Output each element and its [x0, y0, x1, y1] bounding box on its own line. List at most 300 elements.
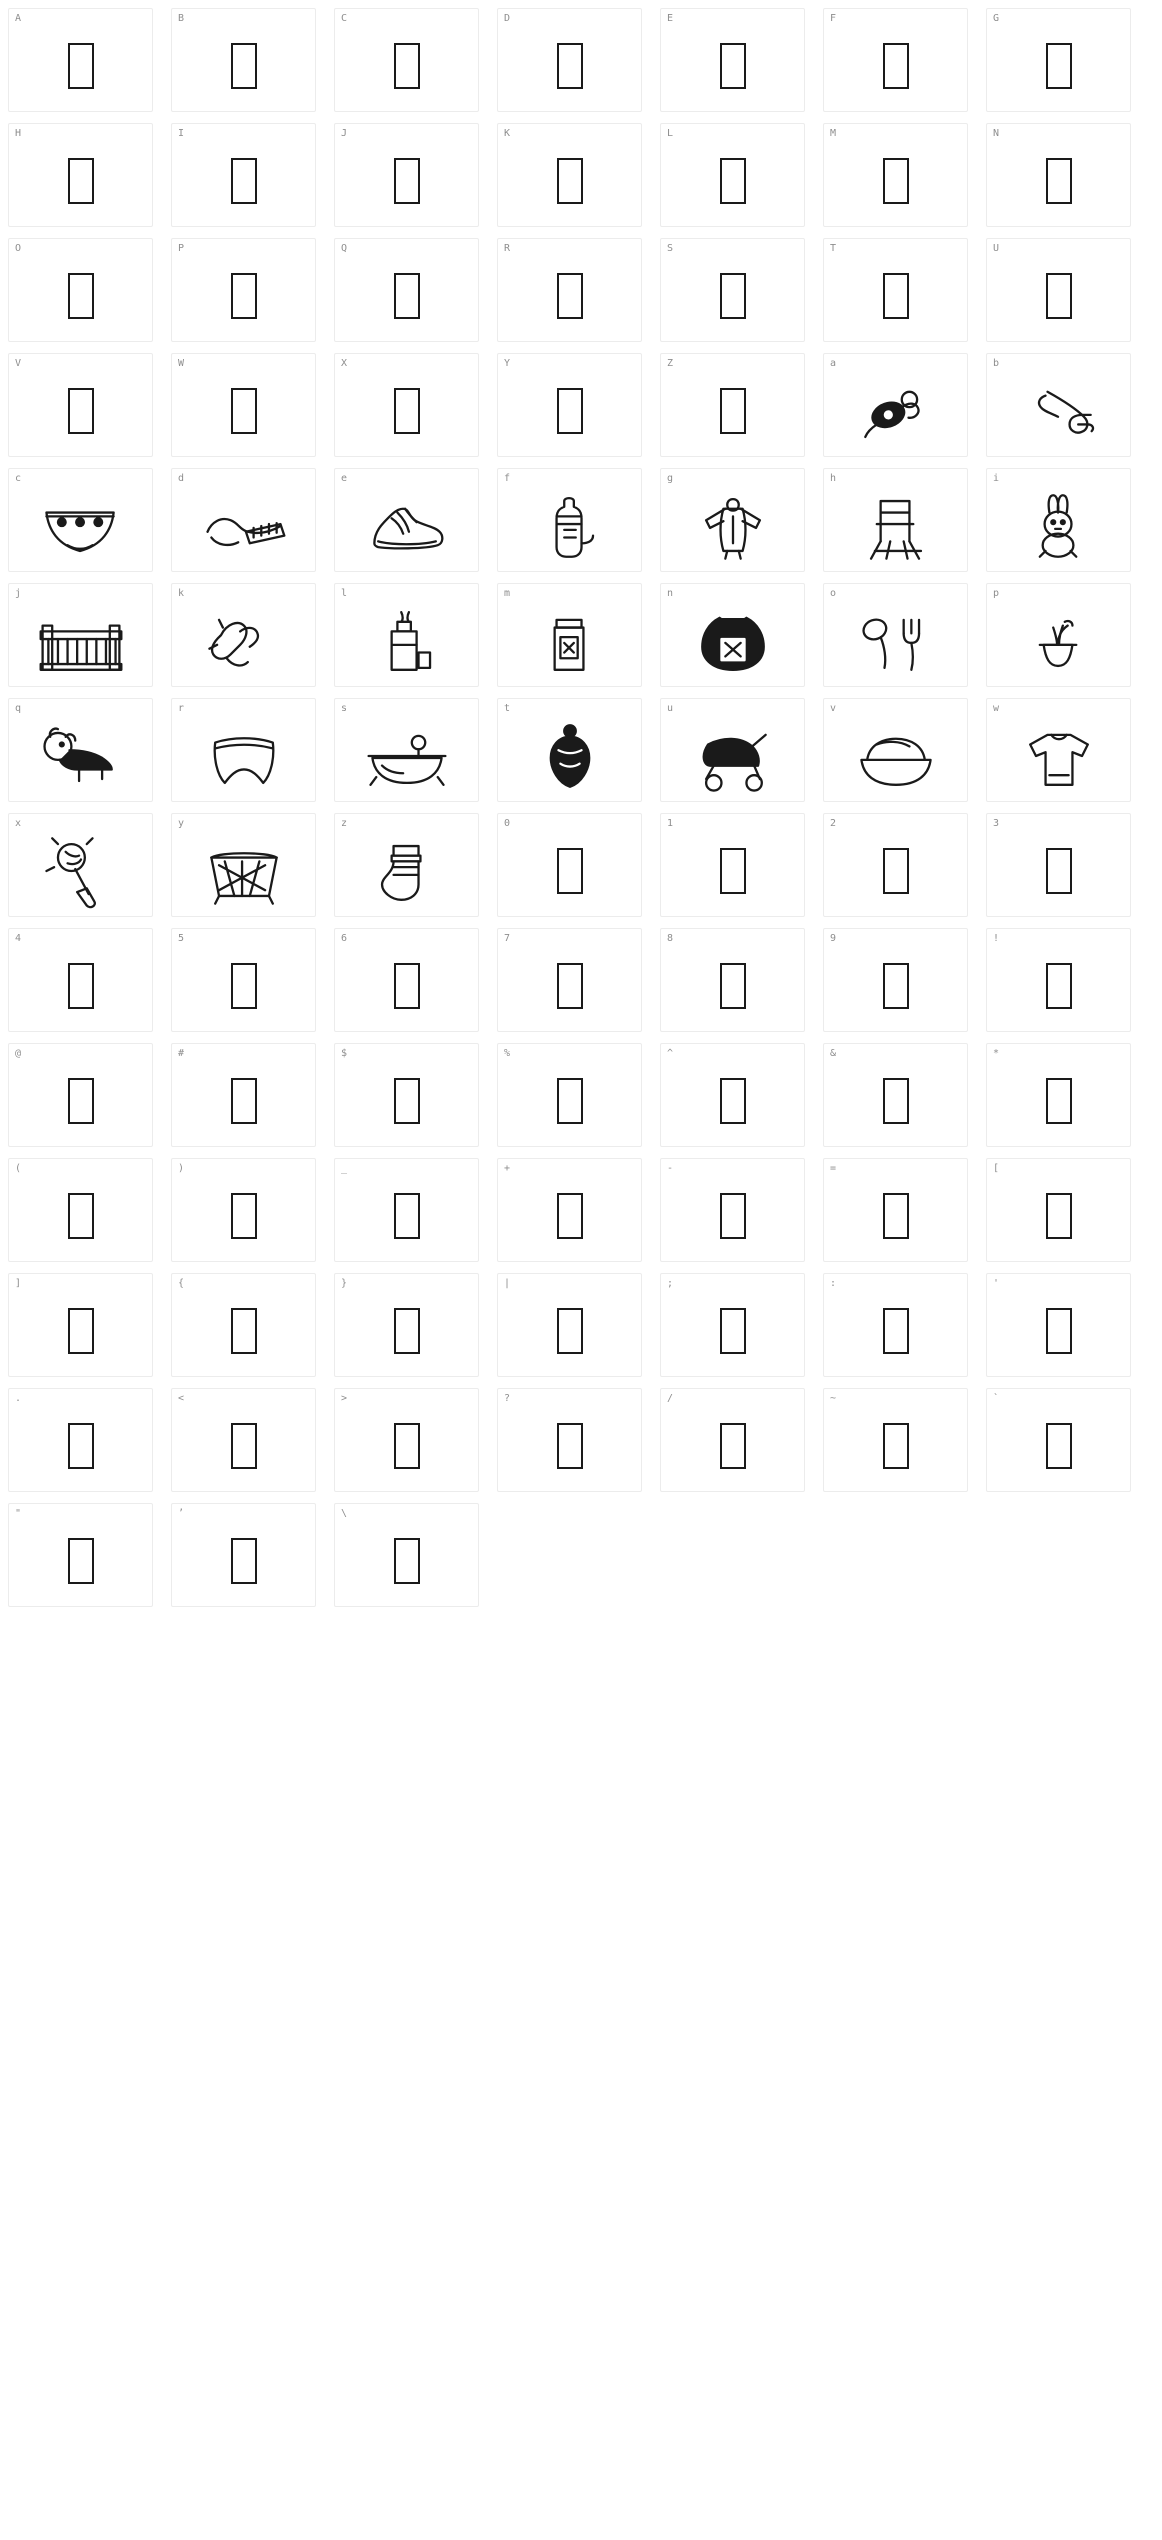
glyph-cell[interactable]: [497, 928, 642, 1032]
bassinet-icon: [848, 716, 944, 796]
glyph-cell[interactable]: [823, 583, 968, 687]
glyph-cell[interactable]: [8, 1273, 153, 1377]
missing-glyph-box-icon: [557, 43, 583, 89]
glyph-cell[interactable]: [497, 353, 642, 457]
missing-glyph-box-icon: [68, 963, 94, 1009]
missing-glyph-box-icon: [68, 1193, 94, 1239]
glyph-char-label: d: [178, 473, 185, 484]
missing-glyph-box-icon: [394, 1308, 420, 1354]
glyph-cell[interactable]: [171, 813, 316, 917]
glyph-cell[interactable]: [823, 813, 968, 917]
glyph-cell[interactable]: [171, 468, 316, 572]
glyph-preview: [9, 368, 152, 454]
glyph-preview: [335, 483, 478, 569]
glyph-cell[interactable]: [660, 8, 805, 112]
bunny-toy-icon: [1011, 486, 1107, 566]
glyph-cell[interactable]: [660, 123, 805, 227]
glyph-cell[interactable]: [823, 468, 968, 572]
glyph-cell[interactable]: [986, 1158, 1131, 1262]
glyph-char-label: ’: [178, 1508, 185, 1519]
glyph-cell[interactable]: [334, 1158, 479, 1262]
glyph-preview: [172, 1173, 315, 1259]
missing-glyph-box-icon: [1046, 43, 1072, 89]
glyph-preview: [498, 1288, 641, 1374]
baby-mittens-icon: [196, 601, 292, 681]
glyph-cell[interactable]: [8, 813, 153, 917]
glyph-char-label: O: [15, 243, 22, 254]
glyph-char-label: 1: [667, 818, 674, 829]
glyph-cell[interactable]: [171, 583, 316, 687]
pacifier-icon: [848, 371, 944, 451]
glyph-char-label: a: [830, 358, 837, 369]
glyph-cell[interactable]: [497, 1388, 642, 1492]
glyph-preview: [172, 943, 315, 1029]
glyph-cell[interactable]: [334, 353, 479, 457]
glyph-cell[interactable]: [334, 1043, 479, 1147]
baby-powder-lotion-icon: [359, 601, 455, 681]
glyph-char-label: ]: [15, 1278, 22, 1289]
glyph-char-label: ^: [667, 1048, 674, 1059]
missing-glyph-box-icon: [231, 1538, 257, 1584]
glyph-cell[interactable]: [660, 468, 805, 572]
glyph-preview: [661, 1403, 804, 1489]
glyph-char-label: 9: [830, 933, 837, 944]
glyph-preview: [9, 23, 152, 109]
stroller-icon: [685, 716, 781, 796]
glyph-char-label: R: [504, 243, 511, 254]
glyph-preview: [824, 1288, 967, 1374]
glyph-char-label: e: [341, 473, 348, 484]
glyph-preview: [9, 828, 152, 914]
glyph-cell[interactable]: [171, 123, 316, 227]
glyph-preview: [661, 483, 804, 569]
glyph-char-label: D: [504, 13, 511, 24]
glyph-char-label: \: [341, 1508, 348, 1519]
glyph-cell[interactable]: [8, 353, 153, 457]
glyph-cell[interactable]: [8, 123, 153, 227]
glyph-preview: [335, 828, 478, 914]
missing-glyph-box-icon: [557, 1193, 583, 1239]
missing-glyph-box-icon: [883, 848, 909, 894]
missing-glyph-box-icon: [1046, 158, 1072, 204]
glyph-cell[interactable]: [8, 1158, 153, 1262]
glyph-char-label: *: [993, 1048, 1000, 1059]
glyph-char-label: t: [504, 703, 511, 714]
glyph-cell[interactable]: [497, 1273, 642, 1377]
glyph-preview: [335, 23, 478, 109]
glyph-cell[interactable]: [497, 813, 642, 917]
glyph-cell[interactable]: [660, 1158, 805, 1262]
glyph-cell[interactable]: [497, 1043, 642, 1147]
glyph-cell[interactable]: [823, 1158, 968, 1262]
glyph-cell[interactable]: [497, 238, 642, 342]
glyph-char-label: [: [993, 1163, 1000, 1174]
glyph-cell[interactable]: [660, 238, 805, 342]
glyph-preview: [661, 1173, 804, 1259]
missing-glyph-box-icon: [720, 1193, 746, 1239]
missing-glyph-box-icon: [557, 1423, 583, 1469]
glyph-cell[interactable]: [823, 928, 968, 1032]
glyph-preview: [9, 1403, 152, 1489]
glyph-cell[interactable]: [171, 1503, 316, 1607]
glyph-preview: [661, 23, 804, 109]
glyph-cell[interactable]: [986, 928, 1131, 1032]
glyph-preview: [335, 1058, 478, 1144]
glyph-cell[interactable]: [8, 8, 153, 112]
glyph-cell[interactable]: [8, 928, 153, 1032]
glyph-cell[interactable]: [497, 123, 642, 227]
glyph-cell[interactable]: [497, 583, 642, 687]
missing-glyph-box-icon: [557, 158, 583, 204]
missing-glyph-box-icon: [394, 388, 420, 434]
glyph-preview: [824, 598, 967, 684]
glyph-cell[interactable]: [334, 1503, 479, 1607]
glyph-char-label: =: [830, 1163, 837, 1174]
glyph-cell[interactable]: [660, 583, 805, 687]
safety-pin-icon: [1011, 371, 1107, 451]
glyph-char-label: N: [993, 128, 1000, 139]
glyph-cell[interactable]: [986, 238, 1131, 342]
glyph-char-label: z: [341, 818, 348, 829]
glyph-cell[interactable]: [8, 698, 153, 802]
glyph-char-label: p: [993, 588, 1000, 599]
glyph-char-label: x: [15, 818, 22, 829]
glyph-cell[interactable]: [334, 1388, 479, 1492]
glyph-cell[interactable]: [660, 353, 805, 457]
glyph-cell[interactable]: [986, 1388, 1131, 1492]
glyph-char-label: j: [15, 588, 22, 599]
missing-glyph-box-icon: [720, 1308, 746, 1354]
glyph-cell[interactable]: [660, 928, 805, 1032]
glyph-char-label: f: [504, 473, 511, 484]
missing-glyph-box-icon: [68, 1538, 94, 1584]
glyph-preview: [824, 368, 967, 454]
glyph-char-label: M: [830, 128, 837, 139]
glyph-cell[interactable]: [823, 353, 968, 457]
glyph-char-label: C: [341, 13, 348, 24]
missing-glyph-box-icon: [883, 1308, 909, 1354]
glyph-char-label: Q: [341, 243, 348, 254]
glyph-cell[interactable]: [171, 353, 316, 457]
glyph-cell[interactable]: [986, 813, 1131, 917]
glyph-preview: [824, 23, 967, 109]
glyph-cell[interactable]: [8, 1043, 153, 1147]
missing-glyph-box-icon: [68, 273, 94, 319]
missing-glyph-box-icon: [394, 1193, 420, 1239]
missing-glyph-box-icon: [557, 848, 583, 894]
glyph-char-label: !: [993, 933, 1000, 944]
glyph-char-label: w: [993, 703, 1000, 714]
glyph-preview: [987, 253, 1130, 339]
missing-glyph-box-icon: [231, 1423, 257, 1469]
baby-spoon-fork-icon: [848, 601, 944, 681]
glyph-preview: [987, 1058, 1130, 1144]
glyph-cell[interactable]: [986, 468, 1131, 572]
glyph-preview: [987, 1288, 1130, 1374]
glyph-char-label: q: [15, 703, 22, 714]
glyph-cell[interactable]: [497, 468, 642, 572]
glyph-char-label: 4: [15, 933, 22, 944]
glyph-char-label: l: [341, 588, 348, 599]
glyph-preview: [9, 253, 152, 339]
glyph-cell[interactable]: [334, 698, 479, 802]
glyph-preview: [172, 23, 315, 109]
glyph-cell[interactable]: [8, 238, 153, 342]
glyph-char-label: A: [15, 13, 22, 24]
glyph-preview: [498, 1403, 641, 1489]
glyph-preview: [987, 598, 1130, 684]
glyph-preview: [824, 943, 967, 1029]
glyph-char-label: ?: [504, 1393, 511, 1404]
glyph-preview: [172, 828, 315, 914]
glyph-cell[interactable]: [660, 698, 805, 802]
glyph-cell[interactable]: [497, 8, 642, 112]
missing-glyph-box-icon: [1046, 1423, 1072, 1469]
missing-glyph-box-icon: [720, 388, 746, 434]
missing-glyph-box-icon: [1046, 848, 1072, 894]
glyph-cell[interactable]: [171, 1273, 316, 1377]
missing-glyph-box-icon: [394, 1078, 420, 1124]
glyph-char-label: o: [830, 588, 837, 599]
glyph-cell[interactable]: [986, 1043, 1131, 1147]
glyph-cell[interactable]: [823, 698, 968, 802]
glyph-cell[interactable]: [497, 698, 642, 802]
glyph-preview: [498, 1173, 641, 1259]
missing-glyph-box-icon: [557, 1308, 583, 1354]
glyph-cell[interactable]: [986, 8, 1131, 112]
glyph-preview: [824, 1173, 967, 1259]
glyph-preview: [824, 1403, 967, 1489]
glyph-preview: [498, 828, 641, 914]
glyph-preview: [335, 253, 478, 339]
glyph-char-label: H: [15, 128, 22, 139]
glyph-preview: [987, 943, 1130, 1029]
missing-glyph-box-icon: [68, 1308, 94, 1354]
glyph-preview: [172, 483, 315, 569]
glyph-char-label: G: [993, 13, 1000, 24]
missing-glyph-box-icon: [883, 1423, 909, 1469]
glyph-cell[interactable]: [823, 123, 968, 227]
bib-icon: [685, 601, 781, 681]
glyph-preview: [661, 1058, 804, 1144]
glyph-cell[interactable]: [334, 1273, 479, 1377]
glyph-preview: [335, 1403, 478, 1489]
glyph-cell[interactable]: [8, 583, 153, 687]
training-pants-icon: [196, 716, 292, 796]
glyph-preview: [9, 943, 152, 1029]
glyph-preview: [498, 598, 641, 684]
glyph-cell[interactable]: [334, 123, 479, 227]
glyph-char-label: h: [830, 473, 837, 484]
glyph-char-label: :: [830, 1278, 837, 1289]
glyph-preview: [498, 1058, 641, 1144]
glyph-preview: [335, 138, 478, 224]
glyph-char-label: 8: [667, 933, 674, 944]
glyph-preview: [824, 483, 967, 569]
missing-glyph-box-icon: [883, 43, 909, 89]
baby-food-jar-icon: [522, 601, 618, 681]
glyph-preview: [172, 138, 315, 224]
missing-glyph-box-icon: [68, 43, 94, 89]
crawling-baby-icon: [33, 716, 129, 796]
glyph-preview: [172, 253, 315, 339]
glyph-cell[interactable]: [823, 1273, 968, 1377]
glyph-cell[interactable]: [986, 1273, 1131, 1377]
glyph-char-label: <: [178, 1393, 185, 1404]
glyph-cell[interactable]: [823, 1043, 968, 1147]
missing-glyph-box-icon: [1046, 273, 1072, 319]
glyph-char-label: U: [993, 243, 1000, 254]
glyph-char-label: n: [667, 588, 674, 599]
glyph-preview: [661, 368, 804, 454]
glyph-preview: [824, 138, 967, 224]
glyph-preview: [987, 23, 1130, 109]
glyph-char-label: u: [667, 703, 674, 714]
glyph-char-label: {: [178, 1278, 185, 1289]
baby-bathtub-icon: [359, 716, 455, 796]
missing-glyph-box-icon: [394, 43, 420, 89]
missing-glyph-box-icon: [394, 1423, 420, 1469]
playpen-basket-icon: [196, 831, 292, 911]
glyph-cell[interactable]: [986, 123, 1131, 227]
glyph-char-label: |: [504, 1278, 511, 1289]
missing-glyph-box-icon: [720, 1423, 746, 1469]
glyph-char-label: Y: [504, 358, 511, 369]
glyph-preview: [172, 1288, 315, 1374]
glyph-char-label: /: [667, 1393, 674, 1404]
glyph-preview: [9, 483, 152, 569]
glyph-preview: [335, 1518, 478, 1604]
glyph-char-label: @: [15, 1048, 22, 1059]
measuring-tape-shoe-icon: [196, 486, 292, 566]
glyph-char-label: 7: [504, 933, 511, 944]
glyph-cell[interactable]: [823, 1388, 968, 1492]
glyph-cell[interactable]: [823, 8, 968, 112]
missing-glyph-box-icon: [883, 1078, 909, 1124]
glyph-preview: [987, 368, 1130, 454]
glyph-cell[interactable]: [660, 813, 805, 917]
glyph-cell[interactable]: [171, 928, 316, 1032]
glyph-preview: [987, 138, 1130, 224]
glyph-cell[interactable]: [334, 928, 479, 1032]
glyph-preview: [661, 943, 804, 1029]
glyph-char-label: %: [504, 1048, 511, 1059]
glyph-cell[interactable]: [171, 8, 316, 112]
glyph-preview: [498, 368, 641, 454]
glyph-grid: [8, 8, 1158, 1607]
missing-glyph-box-icon: [394, 963, 420, 1009]
glyph-char-label: &: [830, 1048, 837, 1059]
glyph-cell[interactable]: [823, 238, 968, 342]
missing-glyph-box-icon: [231, 963, 257, 1009]
missing-glyph-box-icon: [720, 963, 746, 1009]
glyph-cell[interactable]: [660, 1273, 805, 1377]
glyph-char-label: $: [341, 1048, 348, 1059]
glyph-cell[interactable]: [986, 353, 1131, 457]
glyph-char-label: W: [178, 358, 185, 369]
glyph-preview: [9, 1518, 152, 1604]
glyph-preview: [661, 253, 804, 339]
glyph-char-label: }: [341, 1278, 348, 1289]
glyph-preview: [987, 828, 1130, 914]
glyph-char-label: 6: [341, 933, 348, 944]
missing-glyph-box-icon: [68, 158, 94, 204]
glyph-cell[interactable]: [660, 1043, 805, 1147]
glyph-char-label: k: [178, 588, 185, 599]
glyph-cell[interactable]: [171, 238, 316, 342]
glyph-preview: [172, 598, 315, 684]
glyph-char-label: V: [15, 358, 22, 369]
glyph-preview: [661, 713, 804, 799]
glyph-cell[interactable]: [171, 698, 316, 802]
baby-sock-icon: [359, 831, 455, 911]
glyph-preview: [335, 713, 478, 799]
missing-glyph-box-icon: [1046, 1193, 1072, 1239]
glyph-preview: [172, 368, 315, 454]
glyph-preview: [498, 483, 641, 569]
missing-glyph-box-icon: [1046, 1078, 1072, 1124]
glyph-char-label: F: [830, 13, 837, 24]
glyph-cell[interactable]: [497, 1158, 642, 1262]
glyph-cell[interactable]: [334, 813, 479, 917]
glyph-cell[interactable]: [334, 468, 479, 572]
missing-glyph-box-icon: [1046, 1308, 1072, 1354]
glyph-cell[interactable]: [986, 698, 1131, 802]
glyph-char-label: m: [504, 588, 511, 599]
baby-sleeper-onesie-icon: [685, 486, 781, 566]
missing-glyph-box-icon: [557, 273, 583, 319]
glyph-char-label: _: [341, 1163, 348, 1174]
glyph-cell[interactable]: [334, 8, 479, 112]
glyph-char-label: s: [341, 703, 348, 714]
missing-glyph-box-icon: [394, 158, 420, 204]
missing-glyph-box-icon: [394, 1538, 420, 1584]
rattle-cup-icon: [1011, 601, 1107, 681]
glyph-preview: [498, 943, 641, 1029]
glyph-cell[interactable]: [8, 1503, 153, 1607]
glyph-cell[interactable]: [171, 1043, 316, 1147]
glyph-char-label: B: [178, 13, 185, 24]
missing-glyph-box-icon: [883, 1193, 909, 1239]
glyph-char-label: P: [178, 243, 185, 254]
baby-bonnet-icon: [522, 716, 618, 796]
glyph-cell[interactable]: [171, 1388, 316, 1492]
missing-glyph-box-icon: [720, 158, 746, 204]
glyph-cell[interactable]: [8, 1388, 153, 1492]
missing-glyph-box-icon: [68, 388, 94, 434]
glyph-cell[interactable]: [8, 468, 153, 572]
missing-glyph-box-icon: [720, 43, 746, 89]
glyph-preview: [987, 1403, 1130, 1489]
glyph-char-label: J: [341, 128, 348, 139]
glyph-char-label: >: [341, 1393, 348, 1404]
rattle-icon: [33, 831, 129, 911]
glyph-preview: [824, 713, 967, 799]
glyph-cell[interactable]: [660, 1388, 805, 1492]
baby-bottle-icon: [522, 486, 618, 566]
glyph-cell[interactable]: [171, 1158, 316, 1262]
glyph-cell[interactable]: [334, 583, 479, 687]
glyph-char-label: I: [178, 128, 185, 139]
glyph-cell[interactable]: [986, 583, 1131, 687]
missing-glyph-box-icon: [231, 1308, 257, 1354]
glyph-cell[interactable]: [334, 238, 479, 342]
glyph-preview: [824, 1058, 967, 1144]
missing-glyph-box-icon: [720, 273, 746, 319]
glyph-char-label: (: [15, 1163, 22, 1174]
glyph-preview: [498, 138, 641, 224]
missing-glyph-box-icon: [720, 1078, 746, 1124]
